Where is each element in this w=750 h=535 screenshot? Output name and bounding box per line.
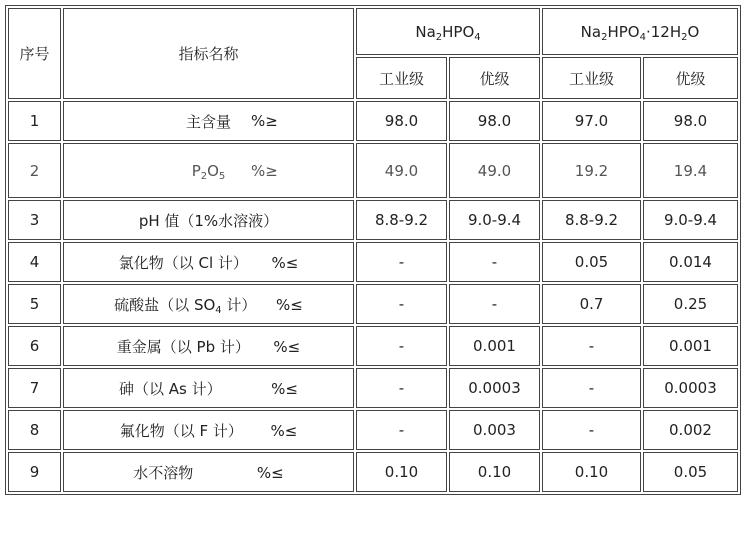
header-group-na2hpo4-12h2o — [542, 8, 738, 55]
value-cell: - — [356, 368, 447, 408]
value-cell: 19.2 — [542, 143, 641, 198]
value-cell: 9.0-9.4 — [643, 200, 738, 240]
value-cell: 0.001 — [643, 326, 738, 366]
value-cell: - — [542, 326, 641, 366]
value-cell: 0.10 — [449, 452, 540, 492]
row-name — [63, 368, 354, 408]
value-cell: - — [356, 410, 447, 450]
value-cell: - — [542, 368, 641, 408]
indicator-text: %≤ — [271, 379, 298, 398]
value-cell: 19.4 — [643, 143, 738, 198]
header-grade-industrial: 工业级 — [542, 57, 641, 99]
value-cell: - — [542, 410, 641, 450]
value-cell: 49.0 — [449, 143, 540, 198]
indicator-text: %≤ — [256, 463, 284, 482]
value-cell: 97.0 — [542, 101, 641, 141]
value-cell: 0.05 — [542, 242, 641, 282]
name-text: $P_2O_5$ — [191, 161, 226, 182]
value-cell: 0.002 — [643, 410, 738, 450]
name-text: 砷（以 As 计） — [118, 379, 222, 398]
name-text: 水不溶物 — [133, 463, 194, 482]
indicator-text: %≤ — [271, 253, 299, 272]
indicator-text: %≤ — [273, 337, 301, 356]
value-cell: 98.0 — [356, 101, 447, 141]
row-name — [63, 101, 354, 141]
row-no: 6 — [8, 326, 61, 366]
value-cell: 0.014 — [643, 242, 738, 282]
value-cell: 0.10 — [542, 452, 641, 492]
row-name — [63, 326, 354, 366]
value-cell: 98.0 — [449, 101, 540, 141]
row-name — [63, 452, 354, 492]
value-cell: 0.001 — [449, 326, 540, 366]
value-cell: 0.25 — [643, 284, 738, 324]
row-name — [63, 242, 354, 282]
name-text: 硫酸盐（以 $SO_4$ 计） — [114, 295, 257, 316]
row-no: 1 — [8, 101, 61, 141]
name-text: 重金属（以 Pb 计） — [116, 337, 250, 356]
row-no: 9 — [8, 452, 61, 492]
row-no: 2 — [8, 143, 61, 198]
header-name: 指标名称 — [63, 8, 354, 99]
row-name — [63, 284, 354, 324]
row-no: 7 — [8, 368, 61, 408]
header-grade-superior: 优级 — [449, 57, 540, 99]
value-cell: 49.0 — [356, 143, 447, 198]
value-cell: - — [356, 284, 447, 324]
value-cell: - — [356, 242, 447, 282]
row-no: 5 — [8, 284, 61, 324]
name-text: 氟化物（以 F 计） — [119, 421, 243, 440]
value-cell: 0.003 — [449, 410, 540, 450]
row-no: 4 — [8, 242, 61, 282]
value-cell: 0.0003 — [643, 368, 738, 408]
indicator-text: %≥ — [251, 112, 278, 130]
row-no: 8 — [8, 410, 61, 450]
row-no: 3 — [8, 200, 61, 240]
value-cell: 0.0003 — [449, 368, 540, 408]
group1-label: $Na_2HPO_4$ — [415, 22, 481, 43]
value-cell: - — [356, 326, 447, 366]
header-grade-superior: 优级 — [643, 57, 738, 99]
spec-table — [5, 5, 741, 495]
value-cell: 0.05 — [643, 452, 738, 492]
name-text: 主含量 — [185, 112, 231, 131]
header-group-na2hpo4 — [356, 8, 540, 55]
value-cell: 8.8-9.2 — [356, 200, 447, 240]
value-cell: 0.7 — [542, 284, 641, 324]
name-text: pH 值（1%水溶液） — [138, 211, 279, 230]
value-cell: - — [449, 284, 540, 324]
group2-label: $Na_2HPO_4\cdot 12H_2O$ — [580, 22, 700, 43]
value-cell: 8.8-9.2 — [542, 200, 641, 240]
row-name — [63, 200, 354, 240]
value-cell: 0.10 — [356, 452, 447, 492]
indicator-text: %≤ — [276, 295, 303, 314]
value-cell: 98.0 — [643, 101, 738, 141]
indicator-text: %≥ — [251, 161, 278, 180]
header-no: 序号 — [8, 8, 61, 99]
name-text: 氯化物（以 Cl 计） — [118, 253, 248, 272]
value-cell: 9.0-9.4 — [449, 200, 540, 240]
row-name — [63, 410, 354, 450]
header-grade-industrial: 工业级 — [356, 57, 447, 99]
indicator-text: %≤ — [270, 421, 298, 440]
value-cell: - — [449, 242, 540, 282]
row-name — [63, 143, 354, 198]
